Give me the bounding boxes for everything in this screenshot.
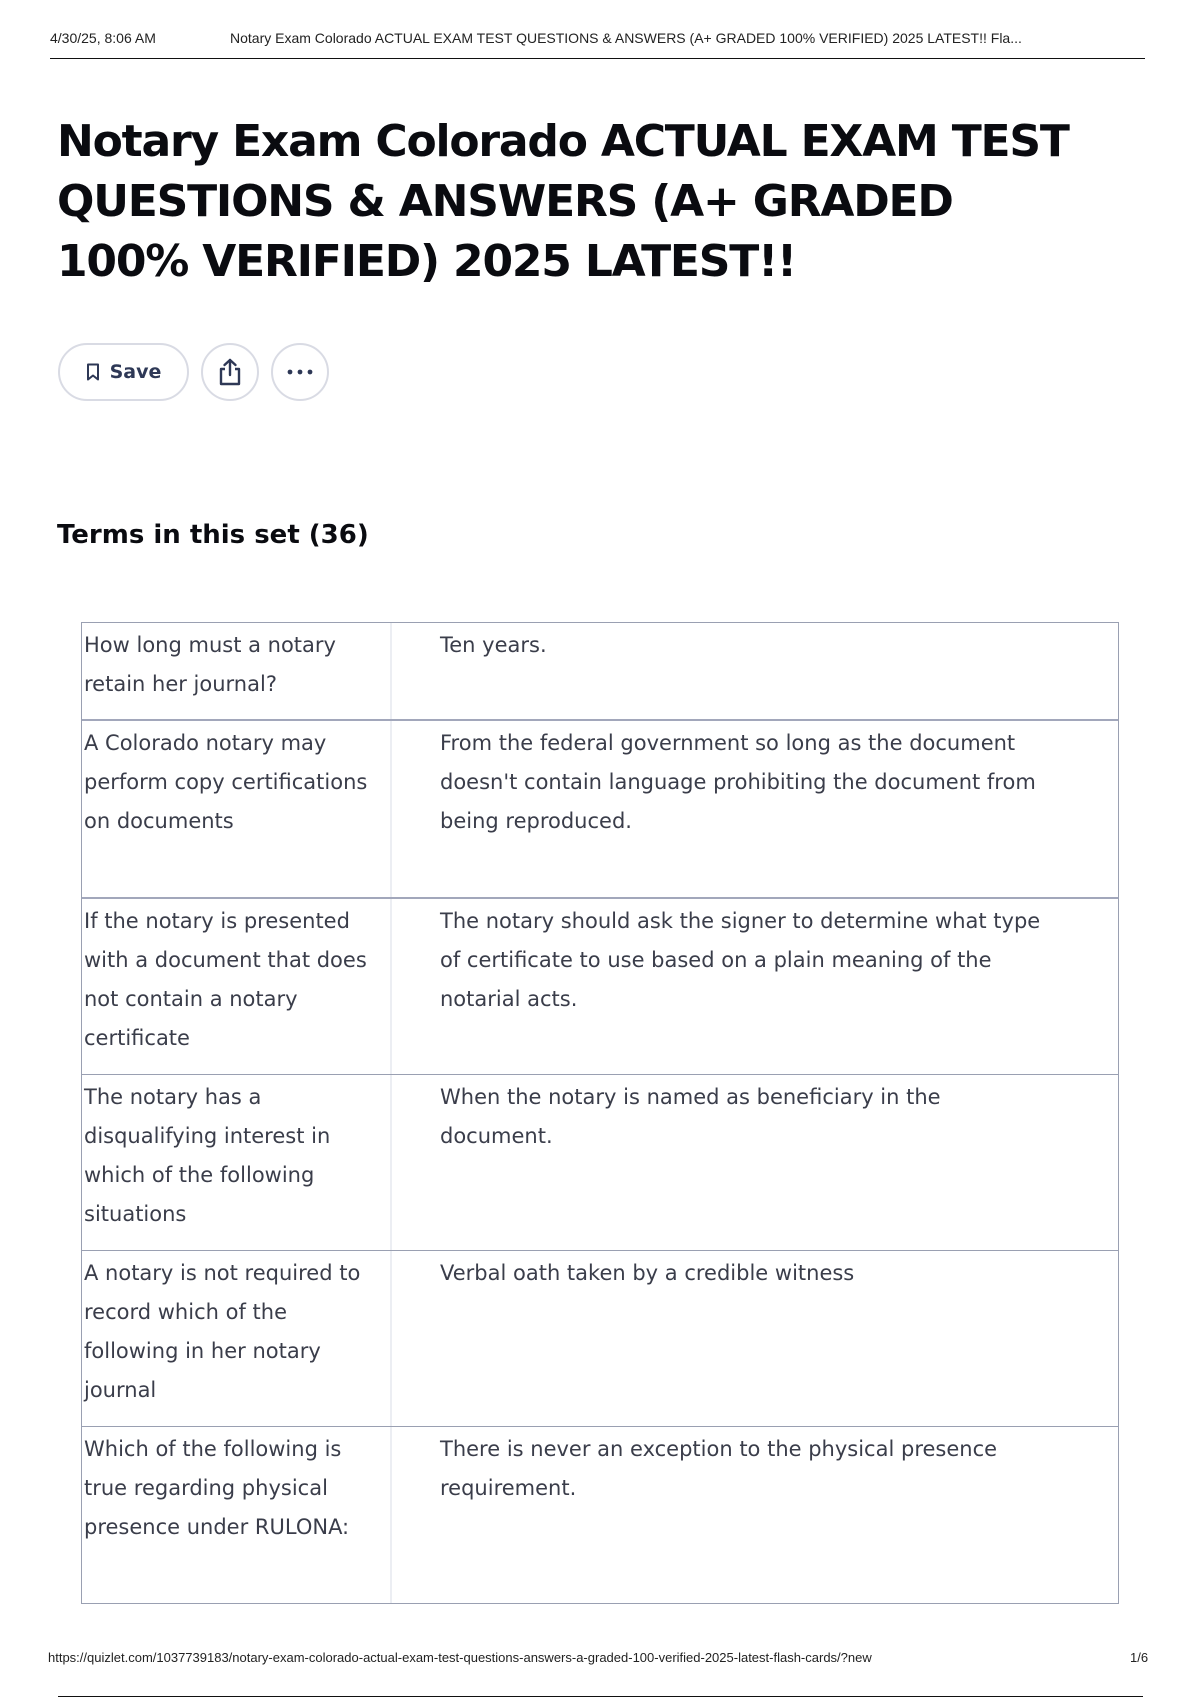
terms-heading: Terms in this set (36) bbox=[57, 520, 369, 550]
term-row[interactable] bbox=[82, 899, 1118, 1075]
print-url: https://quizlet.com/1037739183/notary-exam-colorado-actual-exam-test-questions-answers-a-graded-100-verified-2025-latest-flash-cards/?new bbox=[48, 1650, 872, 1665]
definition-text: When the notary is named as beneficiary in the document. bbox=[440, 1085, 941, 1148]
action-bar bbox=[58, 343, 329, 403]
term-row[interactable] bbox=[82, 1251, 1118, 1427]
definition-text: There is never an exception to the physical presence requirement. bbox=[440, 1437, 998, 1500]
save-button-label: Save bbox=[109, 361, 162, 383]
term-row[interactable] bbox=[82, 623, 1118, 721]
share-icon bbox=[217, 358, 243, 386]
page-title: Notary Exam Colorado ACTUAL EXAM TEST QUESTIONS & ANSWERS (A+ GRADED 100% VERIFIED) 2025 LATEST!! bbox=[57, 116, 1069, 287]
save-button[interactable] bbox=[58, 343, 189, 401]
print-doc-title: Notary Exam Colorado ACTUAL EXAM TEST QUESTIONS & ANSWERS (A+ GRADED 100% VERIFIED) 2025 LATEST!! Fla... bbox=[230, 30, 1022, 46]
definition-text: Verbal oath taken by a credible witness bbox=[440, 1261, 855, 1285]
term-text: A notary is not required to record which of the following in her notary journal bbox=[82, 1251, 392, 1426]
term-text: Which of the following is true regarding physical presence under RULONA: bbox=[82, 1427, 392, 1603]
terms-table bbox=[81, 622, 1119, 1604]
more-icon bbox=[287, 369, 313, 375]
print-header bbox=[50, 30, 1145, 59]
page-number: 1/6 bbox=[1130, 1650, 1149, 1665]
print-date: 4/30/25, 8:06 AM bbox=[50, 30, 156, 46]
bookmark-icon bbox=[86, 363, 100, 381]
term-row[interactable] bbox=[82, 1427, 1118, 1603]
term-text: If the notary is presented with a document that does not contain a notary certificate bbox=[82, 899, 392, 1074]
definition-text: From the federal government so long as the document doesn't contain language prohibiting the document from being reproduced. bbox=[440, 731, 1036, 833]
footer-divider bbox=[58, 1696, 1143, 1697]
term-row[interactable] bbox=[82, 1075, 1118, 1251]
definition-text: The notary should ask the signer to determine what type of certificate to use based on a plain meaning of the notarial acts. bbox=[440, 909, 1041, 1011]
term-row[interactable] bbox=[82, 721, 1118, 899]
more-options-button[interactable] bbox=[271, 343, 329, 401]
term-text: How long must a notary retain her journal? bbox=[82, 623, 392, 719]
term-text: A Colorado notary may perform copy certifications on documents bbox=[82, 721, 392, 897]
share-button[interactable] bbox=[201, 343, 259, 401]
definition-text: Ten years. bbox=[440, 633, 547, 657]
term-text: The notary has a disqualifying interest in which of the following situations bbox=[82, 1075, 392, 1250]
